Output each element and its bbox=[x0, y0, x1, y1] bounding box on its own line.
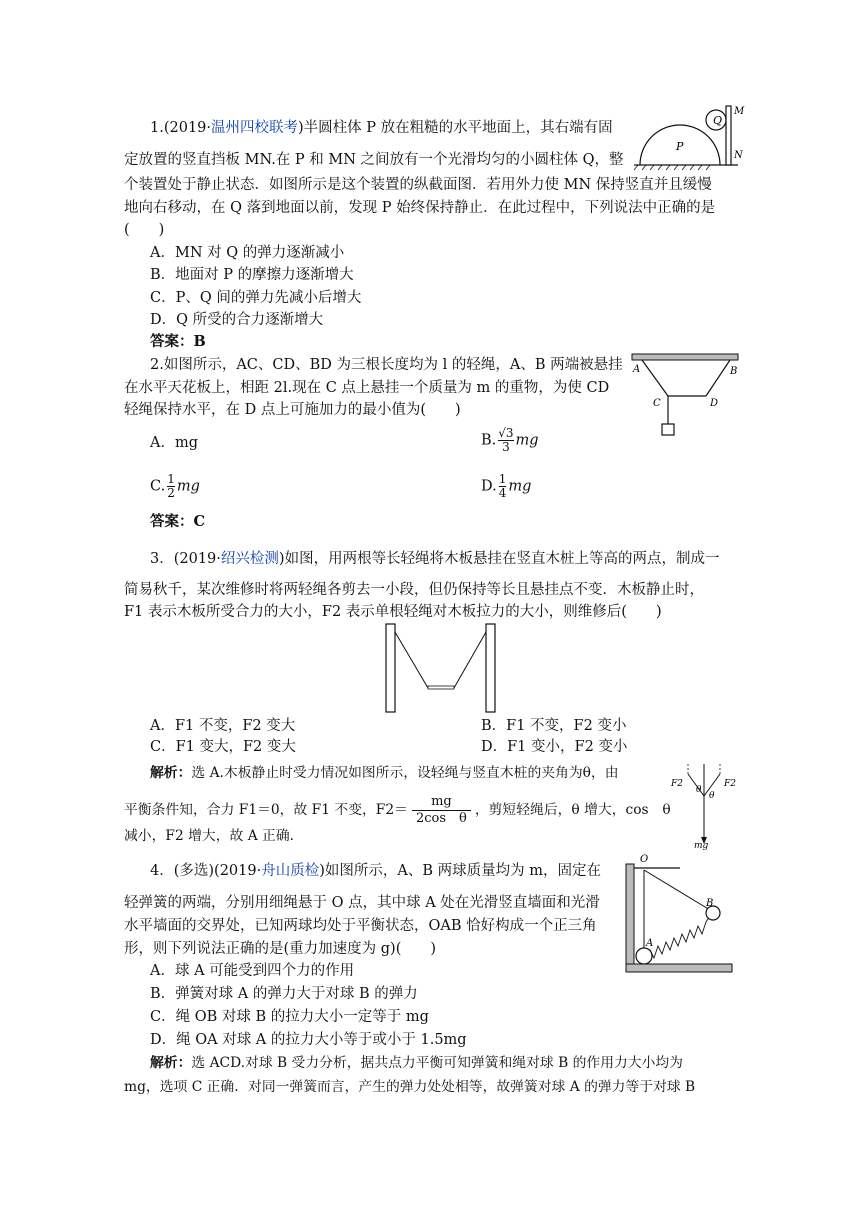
q1-line-2: 定放置的竖直挡板 MN.在 P 和 MN 之间放有一个光滑均匀的小圆柱体 Q，整 bbox=[124, 152, 624, 168]
q1-option-d: D．Q 所受的合力逐渐增大 bbox=[150, 312, 324, 328]
q1-answer-blank: ( ) bbox=[124, 222, 165, 238]
q2-fig-label-c: C bbox=[653, 398, 661, 409]
q3-analysis-2: 平衡条件知，合力 F1＝0，故 F1 不变，F2＝ $\frac{mg}{\text{2cos θ}}$ ，剪短轻绳后，θ 增大，cos θ bbox=[124, 794, 671, 826]
q3-option-a: A．F1 不变，F2 变大 bbox=[150, 718, 296, 734]
q4-option-c: C．绳 OB 对球 B 的拉力大小一定等于 mg bbox=[150, 1009, 429, 1025]
q2-line-2: 在水平天花板上，相距 2l.现在 C 点上悬挂一个质量为 m 的重物，为使 CD bbox=[124, 380, 610, 396]
q2-option-c: C. $\frac{1}{2}$ mg bbox=[150, 472, 200, 500]
q1-text: )半圆柱体 P 放在粗糙的水平地面上，其右端有固 bbox=[298, 120, 613, 136]
q3-figure bbox=[380, 622, 500, 714]
q2-option-a: A．mg bbox=[150, 435, 199, 451]
q4-line-2: 轻弹簧的两端，分别用细绳悬于 O 点，其中球 A 处在光滑竖直墙面和光滑 bbox=[124, 895, 600, 911]
q2-option-d-fraction: $\frac{1}{4}$ bbox=[498, 472, 507, 500]
q2-option-d: D. $\frac{1}{4}$ mg bbox=[481, 472, 532, 500]
q3-fig-label-mg: mg bbox=[694, 841, 709, 850]
q4-line-3: 水平墙面的交界处，已知两球均处于平衡状态，OAB 恰好构成一个正三角 bbox=[124, 918, 597, 934]
q2-line-1: 2.如图所示，AC、CD、BD 为三根长度均为 l 的轻绳，A、B 两端被悬挂 bbox=[150, 357, 623, 373]
q4-line-4: 形，则下列说法正确的是(重力加速度为 g)( ) bbox=[124, 941, 437, 957]
q1-option-c: C．P、Q 间的弹力先减小后增大 bbox=[150, 290, 362, 306]
q1-source: 温州四校联考 bbox=[211, 120, 299, 136]
q4-source: 舟山质检 bbox=[261, 863, 320, 879]
q1-line-3: 个装置处于静止状态．如图所示是这个装置的纵截面图．若用外力使 MN 保持竖直并且缓慢 bbox=[124, 177, 712, 193]
q1-number: 1.(2019· bbox=[150, 120, 212, 136]
q1-line-4: 地向右移动，在 Q 落到地面以前，发现 P 始终保持静止．在此过程中，下列说法中正确的是 bbox=[124, 200, 716, 216]
q1-fig-label-p: P bbox=[676, 140, 684, 153]
q4-fig-label-a: A bbox=[646, 938, 654, 949]
q2-fig-label-a: A bbox=[633, 364, 641, 375]
q1-option-b: B．地面对 P 的摩擦力逐渐增大 bbox=[150, 267, 354, 283]
q3-fig-label-theta-2: θ bbox=[709, 791, 715, 801]
q4-option-b: B．弹簧对球 A 的弹力大于对球 B 的弹力 bbox=[150, 986, 418, 1002]
q1-line-1 bbox=[150, 118, 613, 138]
q2-answer: 答案：C bbox=[150, 513, 206, 530]
q3-fig-label-f2-right: F2 bbox=[724, 779, 736, 789]
q1-fig-label-m: M bbox=[734, 106, 745, 117]
q3-source: 绍兴检测 bbox=[220, 551, 279, 567]
q2-figure bbox=[630, 350, 742, 442]
q4-fig-label-o: O bbox=[640, 854, 649, 865]
q1-answer: 答案：B bbox=[150, 333, 206, 350]
q3-analysis-3: 减小，F2 增大，故 A 正确. bbox=[124, 828, 295, 844]
q4-analysis-2: mg，选项 C 正确．对同一弹簧而言，产生的弹力处处相等，故弹簧对球 A 的弹力等于对球 B bbox=[124, 1079, 696, 1095]
q4-option-a: A．球 A 可能受到四个力的作用 bbox=[150, 963, 355, 979]
q1-fig-label-q: Q bbox=[713, 114, 723, 127]
q2-line-3: 轻绳保持水平，在 D 点上可施加力的最小值为( ) bbox=[124, 402, 461, 418]
q4-option-d: D．绳 OA 对球 A 的拉力大小等于或小于 1.5mg bbox=[150, 1032, 467, 1048]
q4-analysis-1: 解析：选 ACD.对球 B 受力分析，据共点力平衡可知弹簧和绳对球 B 的作用力大小均为 bbox=[150, 1055, 683, 1071]
q3-line-3: F1 表示木板所受合力的大小，F2 表示单根轻绳对木板拉力的大小，则维修后( ) bbox=[124, 604, 662, 620]
q3-analysis-label: 解析： bbox=[150, 765, 192, 781]
q2-fig-label-d: D bbox=[710, 398, 719, 409]
q2-option-b-fraction: $\frac{√3}{3}$ bbox=[498, 426, 514, 454]
q4-analysis-label: 解析： bbox=[150, 1055, 192, 1071]
q3-line-1: 3．(2019·绍兴检测)如图，用两根等长轻绳将木板悬挂在竖直木桩上等高的两点，制成一 bbox=[150, 551, 720, 567]
q1-figure bbox=[630, 100, 745, 172]
q3-analysis-fraction: $\frac{mg}{\text{2cos θ}}$ bbox=[412, 794, 471, 827]
q2-option-b: B. $\frac{√3}{3}$ mg bbox=[481, 426, 539, 454]
q3-option-b: B．F1 不变，F2 变小 bbox=[481, 718, 627, 734]
q3-option-d: D．F1 变小，F2 变小 bbox=[481, 739, 628, 755]
q1-option-a: A．MN 对 Q 的弹力逐渐减小 bbox=[150, 245, 345, 261]
q2-fig-label-b: B bbox=[730, 366, 738, 377]
q3-force-diagram bbox=[668, 758, 748, 850]
q3-fig-label-theta-1: θ bbox=[696, 785, 702, 795]
q1-fig-label-n: N bbox=[734, 150, 743, 161]
q3-line-2: 简易秋千，某次维修时将两轻绳各剪去一小段，但仍保持等长且悬挂点不变．木板静止时， bbox=[124, 582, 704, 598]
q4-fig-label-b: B bbox=[706, 898, 714, 909]
q4-figure bbox=[622, 850, 737, 978]
q4-line-1: 4．(多选)(2019·舟山质检)如图所示，A、B 两球质量均为 m，固定在 bbox=[150, 863, 601, 879]
q2-option-c-fraction: $\frac{1}{2}$ bbox=[167, 472, 175, 500]
q3-fig-label-f2-left: F2 bbox=[671, 779, 683, 789]
q3-analysis-1: 解析：选 A.木板静止时受力情况如图所示，设轻绳与竖直木桩的夹角为θ，由 bbox=[150, 765, 619, 781]
q3-option-c: C．F1 变大，F2 变大 bbox=[150, 739, 296, 755]
